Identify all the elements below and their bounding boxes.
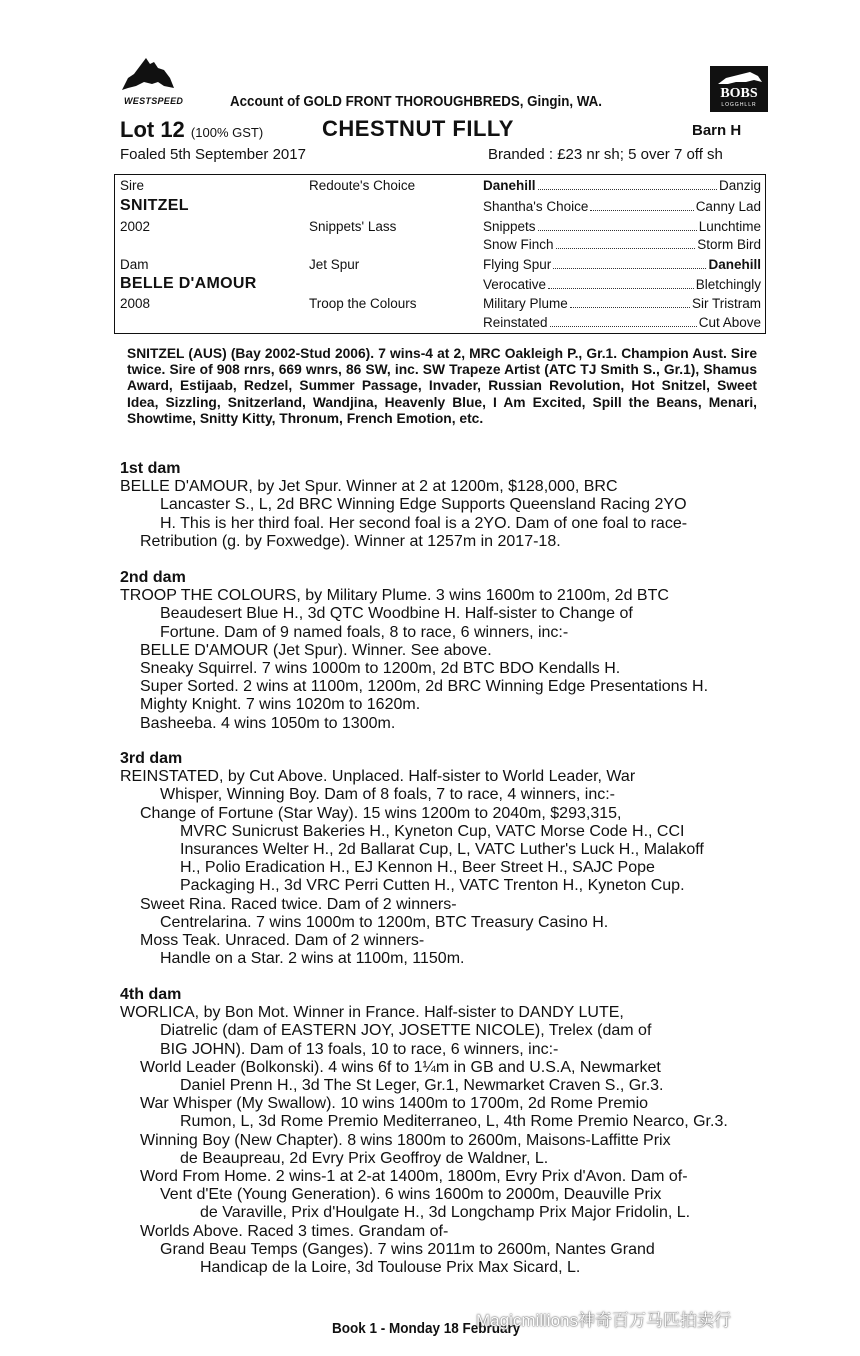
record-line: MVRC Sunicrust Bakeries H., Kyneton Cup, VATC Morse Code H., CCI (180, 822, 685, 840)
record-line: War Whisper (My Swallow). 10 wins 1400m to 1700m, 2d Rome Premio (140, 1095, 649, 1113)
record-line: BELLE D'AMOUR, by Jet Spur. Winner at 2 at 1200m, $128,000, BRC (120, 478, 618, 496)
record-line: Change of Fortune (Star Way). 15 wins 1200m to 2040m, $293,315, (140, 804, 622, 822)
ped-row: Verocative Bletchingly (483, 277, 761, 292)
sire-summary: SNITZEL (AUS) (Bay 2002-Stud 2006). 7 wins-4 at 2, MRC Oakleigh P., Gr.1. Champion Aust. Sire twice. Sire of 908 rnrs, 669 wnrs, 86 SW, inc. SW Trapeze Artist (ATC TJ Smith S., Gr.1), Shamus Award, Estijaab, Redzel, Summer Passage, Invader, Russian Revolution, Hot Snitzel, Sweet Idea, Sizzling, Snitzerland, Wandjina, Heavenly Blue, I Am Excited, Spill the Beans, Menari, Showtime, Snitty Kitty, Thronum, French Emotion, etc. (127, 346, 757, 426)
record-line: Sweet Rina. Raced twice. Dam of 2 winners- (140, 895, 457, 913)
record-line: Whisper, Winning Boy. Dam of 8 foals, 7 to race, 4 winners, inc:- (160, 786, 615, 804)
pedigree-table (114, 174, 766, 334)
record-line: de Beaupreau, 2d Evry Prix Geoffroy de Waldner, L. (180, 1149, 549, 1167)
record-line: Vent d'Ete (Young Generation). 6 wins 1600m to 2000m, Deauville Prix (160, 1186, 662, 1204)
ped-row: Shantha's Choice Canny Lad (483, 199, 761, 214)
barn-label: Barn H (692, 122, 742, 139)
westspeed-logo (118, 52, 188, 108)
record-line: Super Sorted. 2 wins at 1100m, 1200m, 2d BRC Winning Edge Presentations H. (140, 678, 709, 696)
dam-dam: Troop the Colours (309, 296, 417, 311)
record-line: Handle on a Star. 2 wins at 1100m, 1150m. (160, 950, 465, 968)
record-line: World Leader (Bolkonski). 4 wins 6f to 1¼m in GB and U.S.A, Newmarket (140, 1058, 661, 1076)
record-line: Grand Beau Temps (Ganges). 7 wins 2011m to 2600m, Nantes Grand (160, 1240, 655, 1258)
record-line: Packaging H., 3d VRC Perri Cutten H., VATC Trenton H., Kyneton Cup. (180, 877, 685, 895)
record-line: Beaudesert Blue H., 3d QTC Woodbine H. Half-sister to Change of (160, 605, 633, 623)
record-line: Insurances Welter H., 2d Ballarat Cup, L, VATC Luther's Luck H., Malakoff (180, 841, 704, 859)
record-line: BIG JOHN). Dam of 13 foals, 10 to race, 6 winners, inc:- (160, 1040, 559, 1058)
record-line: H., Polio Eradication H., EJ Kennon H., Beer Street H., SAJC Pope (180, 859, 655, 877)
record-line: Basheeba. 4 wins 1050m to 1300m. (140, 714, 396, 732)
gst-note: (100% GST) (190, 125, 264, 140)
sire-dam: Snippets' Lass (309, 219, 397, 234)
dam-year: 2008 (120, 296, 151, 311)
record-line: TROOP THE COLOURS, by Military Plume. 3 wins 1600m to 2100m, 2d BTC (120, 587, 669, 605)
record-line: Rumon, L, 3d Rome Premio Mediterraneo, L, 4th Rome Premio Nearco, Gr.3. (180, 1113, 728, 1131)
lot-number (120, 117, 263, 143)
record-line: Fortune. Dam of 9 named foals, 8 to race, 6 winners, inc:- (160, 623, 569, 641)
section-heading: 2nd dam (120, 569, 186, 586)
record-line: REINSTATED, by Cut Above. Unplaced. Half-sister to World Leader, War (120, 768, 636, 786)
third-dam-section (120, 750, 704, 968)
logo-right-sub: LOGGHLLR (721, 102, 757, 108)
record-line: Centrelarina. 7 wins 1000m to 1200m, BTC Treasury Casino H. (160, 913, 609, 931)
logo-left-text: WESTSPEED (124, 96, 184, 106)
ped-row: Snippets Lunchtime (483, 219, 761, 234)
sire-year: 2002 (120, 219, 151, 234)
first-dam-section (120, 460, 687, 551)
logo-right-text: BOBS (720, 86, 758, 101)
page-footer: Book 1 - Monday 18 February (332, 1320, 521, 1337)
record-line: Worlds Above. Raced 3 times. Grandam of- (140, 1222, 449, 1240)
record-line: Sneaky Squirrel. 7 wins 1000m to 1200m, 2d BTC BDO Kendalls H. (140, 660, 621, 678)
section-heading: 1st dam (120, 460, 181, 477)
brand-marks: Branded : £23 nr sh; 5 over 7 off sh (488, 146, 723, 163)
foaled-date: Foaled 5th September 2017 (120, 146, 306, 163)
record-line: Mighty Knight. 7 wins 1020m to 1620m. (140, 696, 421, 714)
dam-name: BELLE D'AMOUR (120, 275, 257, 292)
ped-row: Danehill Danzig (483, 178, 761, 193)
record-line: Daniel Prenn H., 3d The St Leger, Gr.1, Newmarket Craven S., Gr.3. (180, 1077, 664, 1095)
record-line: de Varaville, Prix d'Houlgate H., 3d Longchamp Prix Major Fridolin, L. (200, 1204, 691, 1222)
record-line: WORLICA, by Bon Mot. Winner in France. Half-sister to DANDY LUTE, (120, 1004, 624, 1022)
record-line: Winning Boy (New Chapter). 8 wins 1800m to 2600m, Maisons-Laffitte Prix (140, 1131, 671, 1149)
sire-label: Sire (120, 178, 145, 193)
record-line: Word From Home. 2 wins-1 at 2-at 1400m, 1800m, Evry Prix d'Avon. Dam of- (140, 1168, 688, 1186)
section-heading: 4th dam (120, 986, 182, 1003)
consignor-account: Account of GOLD FRONT THOROUGHBREDS, Gingin, WA. (230, 94, 603, 110)
section-heading: 3rd dam (120, 750, 183, 767)
ped-row: Military Plume Sir Tristram (483, 296, 761, 311)
dam-label: Dam (120, 257, 149, 272)
ped-row: Snow Finch Storm Bird (483, 237, 761, 252)
ped-row: Reinstated Cut Above (483, 315, 761, 330)
second-dam-section (120, 569, 708, 733)
watermark: Magicmillions神奇百万马匹拍卖行 (476, 1311, 732, 1330)
fourth-dam-section (120, 986, 728, 1277)
record-line: Handicap de la Loire, 3d Toulouse Prix Max Sicard, L. (200, 1259, 581, 1277)
record-line: BELLE D'AMOUR (Jet Spur). Winner. See above. (140, 641, 492, 659)
record-line: Moss Teak. Unraced. Dam of 2 winners- (140, 932, 425, 950)
dam-sire: Jet Spur (309, 257, 360, 272)
ped-row: Flying Spur Danehill (483, 257, 761, 272)
horse-description: CHESTNUT FILLY (322, 116, 514, 141)
sire-sire: Redoute's Choice (309, 178, 416, 193)
bobs-logo (710, 66, 768, 112)
record-line: Lancaster S., L, 2d BRC Winning Edge Supports Queensland Racing 2YO (160, 496, 687, 514)
record-line: H. This is her third foal. Her second foal is a 2YO. Dam of one foal to race- (160, 514, 688, 532)
record-line: Retribution (g. by Foxwedge). Winner at 1257m in 2017-18. (140, 532, 561, 550)
lot-label: Lot 12 (120, 117, 185, 142)
sire-name: SNITZEL (120, 197, 189, 214)
record-line: Diatrelic (dam of EASTERN JOY, JOSETTE NICOLE), Trelex (dam of (160, 1022, 652, 1040)
